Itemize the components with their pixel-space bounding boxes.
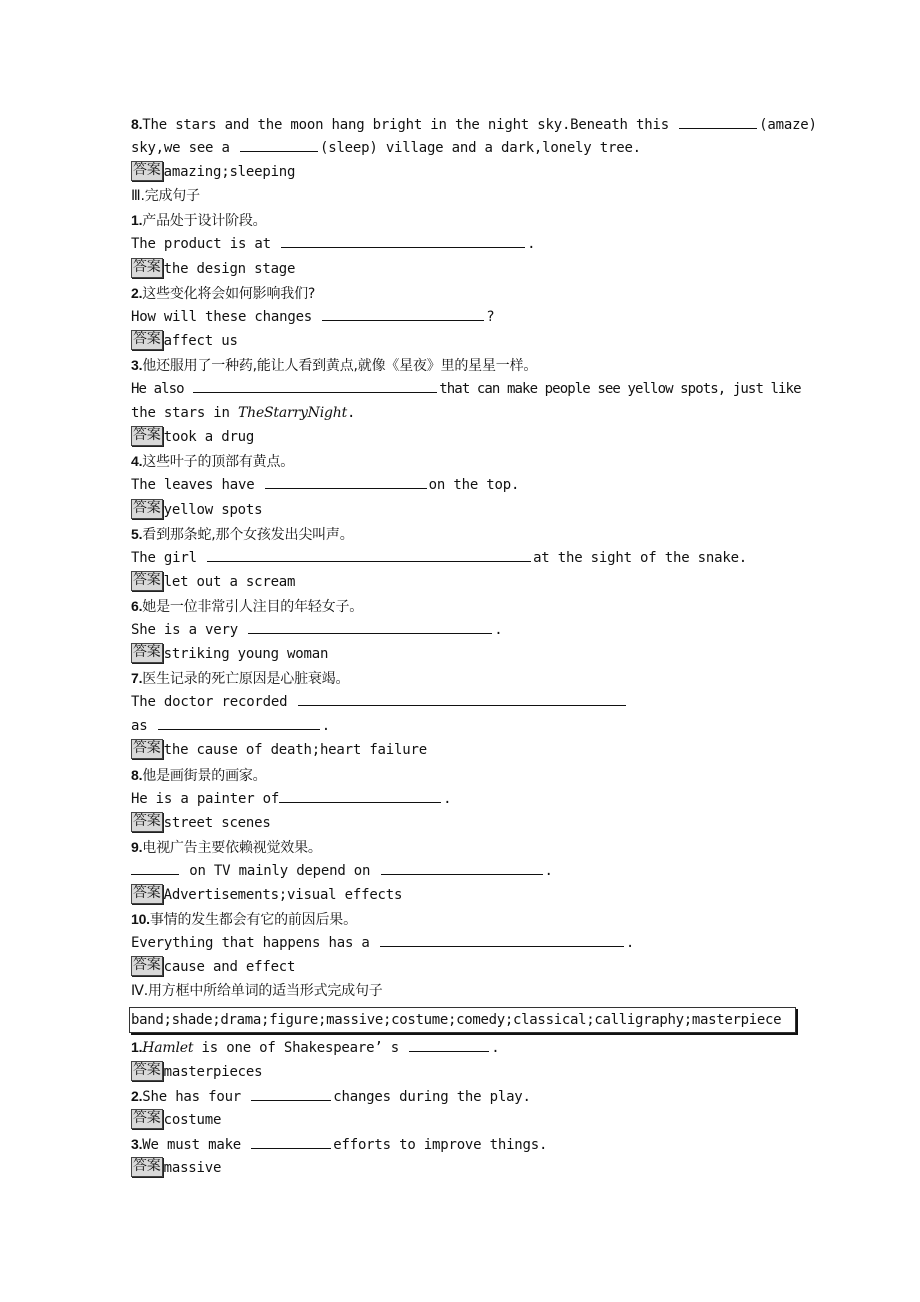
answer-badge[interactable]: 答案 <box>131 161 163 181</box>
answer-text: let out a scream <box>163 573 296 590</box>
answer-badge[interactable]: 答案 <box>131 956 163 976</box>
question-text: The girl <box>131 549 197 566</box>
question-text: . <box>527 236 536 253</box>
question-line <box>131 714 801 738</box>
question-text: How will these changes <box>131 308 313 325</box>
question-chinese: 这些叶子的顶部有黄点。 <box>142 454 295 471</box>
question-number: 1. <box>131 212 143 229</box>
question-line <box>131 112 817 136</box>
question-number: 6. <box>131 597 143 614</box>
question-text: . <box>494 621 503 638</box>
question-chinese: 他是画街景的画家。 <box>142 767 267 784</box>
question-line <box>131 208 801 232</box>
question-line <box>131 1132 801 1156</box>
answer-line <box>131 425 801 449</box>
answer-line <box>131 257 801 281</box>
answer-line <box>131 811 801 835</box>
question-line <box>131 401 801 425</box>
answer-line <box>131 642 801 666</box>
question-text: We must make <box>142 1136 242 1153</box>
worksheet-page <box>131 112 817 1180</box>
question-chinese: 她是一位非常引人注目的年轻女子。 <box>142 598 364 615</box>
answer-badge[interactable]: 答案 <box>131 739 163 759</box>
question-number: 10. <box>131 911 150 928</box>
question-line <box>131 931 801 955</box>
answer-text: masterpieces <box>163 1063 263 1080</box>
question-text: (sleep) village and a dark,lonely tree. <box>319 140 641 157</box>
answer-text: street scenes <box>163 814 271 831</box>
section-heading: Ⅳ.用方框中所给单词的适当形式完成句子 <box>131 983 383 1000</box>
answer-badge[interactable]: 答案 <box>131 1109 163 1129</box>
answer-badge[interactable]: 答案 <box>131 499 163 519</box>
answer-badge[interactable]: 答案 <box>131 426 163 446</box>
answer-text: the design stage <box>163 260 296 277</box>
answer-blank <box>131 859 179 875</box>
answer-badge[interactable]: 答案 <box>131 1157 163 1177</box>
answer-blank <box>251 1133 331 1149</box>
answer-text: took a drug <box>163 429 255 446</box>
question-text: The stars and the moon hang bright in the night sky.Beneath this <box>142 117 669 133</box>
question-text: The doctor recorded <box>131 694 288 711</box>
section-heading: Ⅲ.完成句子 <box>131 188 200 205</box>
answer-blank <box>381 859 543 875</box>
answer-line <box>131 329 801 353</box>
answer-badge[interactable]: 答案 <box>131 884 163 904</box>
question-line <box>131 232 801 256</box>
question-number: 7. <box>131 670 143 687</box>
answer-blank <box>281 232 525 248</box>
question-text: is one of Shakespeare’ s <box>201 1040 400 1057</box>
question-text: She is a very <box>131 621 238 638</box>
question-text: The leaves have <box>131 477 255 494</box>
answer-badge[interactable]: 答案 <box>131 1061 163 1081</box>
answer-line <box>131 738 801 762</box>
question-line <box>131 787 801 811</box>
answer-line <box>131 1108 801 1132</box>
answer-text: amazing;sleeping <box>163 164 296 181</box>
question-text: . <box>491 1040 500 1057</box>
question-text: (amaze) <box>759 117 817 133</box>
question-text: the stars in <box>131 405 230 422</box>
answer-blank <box>248 618 492 634</box>
question-text: He is a painter of <box>131 790 280 807</box>
question-line <box>131 763 801 787</box>
answer-text: costume <box>163 1111 222 1128</box>
question-text: efforts to improve things. <box>333 1136 548 1153</box>
question-number: 2. <box>131 1087 143 1104</box>
question-text: as <box>131 718 148 735</box>
question-line <box>131 377 801 401</box>
answer-text: cause and effect <box>163 959 296 976</box>
word-bank-box: band;shade;drama;figure;massive;costume;comedy;classical;calligraphy;masterpiece <box>129 1007 796 1033</box>
answer-line <box>131 1060 801 1084</box>
answer-blank <box>207 546 531 562</box>
question-chinese: 事情的发生都会有它的前因后果。 <box>149 912 357 929</box>
question-line <box>131 666 801 690</box>
question-number: 5. <box>131 525 143 542</box>
answer-line <box>131 498 801 522</box>
question-line <box>131 618 801 642</box>
title-italic: TheStarryNight <box>237 405 348 422</box>
question-line <box>131 1035 801 1059</box>
answer-text: striking young woman <box>163 646 329 663</box>
answer-line <box>131 570 801 594</box>
question-line <box>131 353 801 377</box>
question-text: . <box>625 935 635 952</box>
question-text: He also <box>131 381 184 398</box>
answer-blank <box>298 690 626 706</box>
question-number: 4. <box>131 453 143 470</box>
question-text: She has four <box>142 1088 242 1105</box>
question-line <box>131 281 801 305</box>
question-text: on the top. <box>428 477 520 494</box>
question-line <box>131 835 801 859</box>
answer-text: yellow spots <box>163 501 263 518</box>
question-number: 3. <box>131 356 143 373</box>
answer-text: the cause of death;heart failure <box>163 742 427 759</box>
question-text: . <box>347 405 356 422</box>
question-text: . <box>443 790 452 807</box>
question-text: ? <box>486 308 495 325</box>
answer-text: affect us <box>163 332 238 349</box>
question-text: changes during the play. <box>333 1088 531 1105</box>
question-number: 9. <box>131 838 143 855</box>
question-line <box>131 1084 801 1108</box>
question-text: at the sight of the snake. <box>533 549 748 566</box>
answer-blank <box>279 787 441 803</box>
question-chinese: 这些变化将会如何影响我们? <box>142 285 316 302</box>
answer-badge[interactable]: 答案 <box>131 330 163 350</box>
answer-text: massive <box>163 1159 222 1176</box>
answer-text: Advertisements;visual effects <box>163 887 403 903</box>
question-line <box>131 522 801 546</box>
answer-blank <box>380 931 624 947</box>
answer-blank <box>158 714 320 730</box>
question-line <box>131 690 801 714</box>
question-line <box>131 546 801 570</box>
question-number: 2. <box>131 284 143 301</box>
question-line <box>131 859 801 883</box>
question-number: 3. <box>131 1135 143 1152</box>
answer-blank <box>322 305 484 321</box>
answer-line <box>131 883 801 907</box>
question-line <box>131 449 801 473</box>
question-text: The product is at <box>131 236 271 253</box>
question-line <box>131 305 801 329</box>
question-chinese: 医生记录的死亡原因是心脏衰竭。 <box>142 671 350 688</box>
question-line <box>131 136 801 160</box>
answer-badge[interactable]: 答案 <box>131 571 163 591</box>
question-number: 1. <box>131 1039 143 1056</box>
answer-blank <box>409 1036 489 1052</box>
answer-badge[interactable]: 答案 <box>131 643 163 663</box>
question-number: 8. <box>131 766 143 783</box>
question-number: 8. <box>131 116 143 132</box>
answer-badge[interactable]: 答案 <box>131 258 163 278</box>
answer-badge[interactable]: 答案 <box>131 812 163 832</box>
question-text: that can make people see yellow spots, just like <box>439 381 801 398</box>
question-line <box>131 907 801 931</box>
question-chinese: 产品处于设计阶段。 <box>142 213 267 230</box>
question-text: . <box>544 862 553 879</box>
question-chinese: 他还服用了一种药,能让人看到黄点,就像《星夜》里的星星一样。 <box>142 357 538 374</box>
answer-line <box>131 160 801 184</box>
answer-blank <box>240 136 318 152</box>
question-text: on TV mainly depend on <box>189 862 371 879</box>
answer-line <box>131 955 801 979</box>
title-italic: Hamlet <box>142 1040 194 1057</box>
question-text: . <box>321 718 330 735</box>
answer-blank <box>265 473 427 489</box>
question-text: sky,we see a <box>131 140 230 157</box>
question-text: Everything that happens has a <box>131 935 370 952</box>
question-line <box>131 594 801 618</box>
answer-blank <box>251 1085 331 1101</box>
question-chinese: 看到那条蛇,那个女孩发出尖叫声。 <box>142 526 354 543</box>
answer-blank <box>679 113 757 129</box>
question-line <box>131 473 801 497</box>
question-chinese: 电视广告主要依赖视觉效果。 <box>142 839 322 856</box>
answer-line <box>131 1156 801 1180</box>
answer-blank <box>193 377 437 393</box>
